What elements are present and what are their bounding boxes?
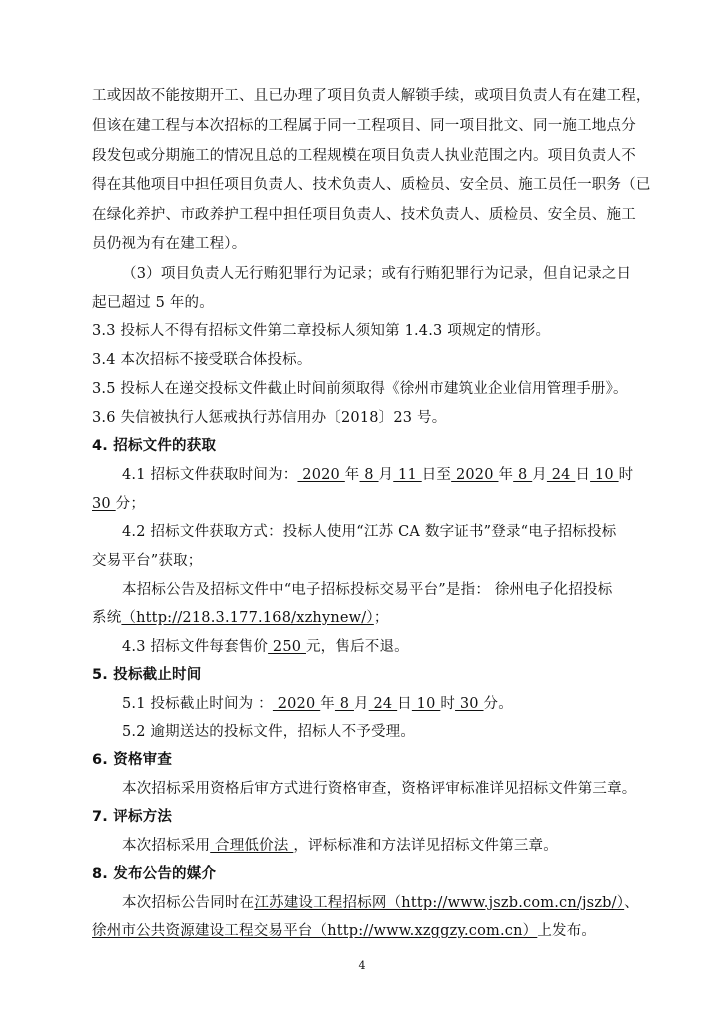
start-year: 2020	[297, 467, 345, 483]
platform-note-line-1: 本招标公告及招标文件中“电子招标投标交易平台”是指： 徐州电子化招投标	[122, 582, 613, 598]
year-text: 年	[320, 696, 335, 712]
platform-suffix: ；	[373, 610, 389, 626]
media-link-jszb[interactable]: 江苏建设工程招标网（http://www.jszb.com.cn/jszb/）	[254, 895, 625, 911]
year-text: 年	[498, 467, 514, 483]
item-4-3	[122, 637, 409, 657]
section-8-suffix: 上发布。	[537, 923, 597, 939]
evaluation-method: 合理低价法	[210, 838, 294, 854]
item-4-2-line-1: 4.2 招标文件获取方式：投标人使用“江苏 CA 数字证书”登录“电子招标投标	[122, 524, 617, 540]
item-4-2-line-2: 交易平台”获取；	[92, 553, 203, 569]
media-link-xzggzy[interactable]: 徐州市公共资源建设工程交易平台（http://www.xzggzy.com.cn）	[92, 923, 538, 939]
end-year: 2020	[451, 467, 499, 483]
platform-link[interactable]: （http://218.3.177.168/xzhynew/）	[121, 610, 374, 626]
paragraph-line: 得在其他项目中担任项目负责人、技术负责人、质检员、安全员、施工员任一职务（已	[92, 177, 651, 193]
end-day: 24	[546, 467, 576, 483]
hour-text: 时	[618, 467, 634, 483]
deadline-minute: 30	[455, 696, 484, 712]
hour-text: 时	[440, 696, 456, 712]
section-7-body	[122, 836, 558, 856]
deadline-day: 24	[368, 696, 398, 712]
end-hour: 10	[590, 467, 619, 483]
section-8-line-1	[122, 893, 639, 913]
year-text: 年	[344, 467, 360, 483]
item-3-line-2: 起已超过 5 年的。	[92, 295, 214, 311]
section-7-heading: 7. 评标方法	[92, 809, 173, 825]
month-text: 月	[353, 696, 369, 712]
minute-text: 分；	[115, 496, 146, 512]
start-month: 8	[359, 467, 379, 483]
section-8-prefix: 本次招标公告同时在	[122, 895, 255, 911]
section-8-line-2	[92, 921, 596, 941]
item-4-1-continuation	[92, 494, 145, 514]
item-3-5: 3.5 投标人在递交投标文件截止时间前须取得《徐州市建筑业企业信用管理手册》。	[92, 381, 628, 397]
day-text: 日	[575, 467, 591, 483]
month-text: 月	[378, 467, 394, 483]
paragraph-line: 在绿化养护、市政养护工程中担任项目负责人、技术负责人、质检员、安全员、施工	[92, 207, 636, 223]
item-3-4: 3.4 本次招标不接受联合体投标。	[92, 352, 312, 368]
paragraph-line: 但该在建工程与本次招标的工程属于同一工程项目、同一项目批文、同一施工地点分	[92, 118, 636, 134]
deadline-month: 8	[334, 696, 354, 712]
section-7-prefix: 本次招标采用	[122, 838, 211, 854]
item-5-2: 5.2 逾期送达的投标文件，招标人不予受理。	[122, 724, 416, 740]
end-month: 8	[513, 467, 533, 483]
page-number: 4	[358, 959, 366, 972]
paragraph-line: 工或因故不能按期开工、且已办理了项目负责人解锁手续，或项目负责人有在建工程，	[92, 88, 651, 104]
section-6-body: 本次招标采用资格后审方式进行资格审查，资格评审标准详见招标文件第三章。	[122, 781, 637, 797]
platform-note-line-2	[92, 608, 389, 628]
item-4-1	[122, 465, 633, 485]
deadline-year: 2020	[272, 696, 321, 712]
platform-prefix: 系统	[92, 610, 122, 626]
item-3-3: 3.3 投标人不得有招标文件第二章投标人须知第 1.4.3 项规定的情形。	[92, 323, 551, 339]
item-4-3-suffix: 元，售后不退。	[305, 639, 409, 655]
item-3-6: 3.6 失信被执行人惩戒执行苏信用办〔2018〕23 号。	[92, 410, 447, 426]
paragraph-line: 段发包或分期施工的情况且总的工程规模在项目负责人执业范围之内。项目负责人不	[92, 148, 636, 164]
section-4-heading: 4. 招标文件的获取	[92, 438, 217, 454]
item-5-1-prefix: 5.1 投标截止时间为 ：	[122, 696, 273, 712]
minute-text: 分。	[483, 696, 513, 712]
start-day: 11	[393, 467, 422, 483]
section-8-heading: 8. 发布公告的媒介	[92, 866, 217, 882]
item-4-1-prefix: 4.1 招标文件获取时间为：	[122, 467, 298, 483]
month-text: 月	[532, 467, 547, 483]
section-6-heading: 6. 资格审查	[92, 752, 173, 768]
day-text: 日	[397, 696, 412, 712]
paragraph-line: 员仍视为有在建工程）。	[92, 236, 247, 252]
deadline-hour: 10	[411, 696, 441, 712]
item-3-line-1: （3）项目负责人无行贿犯罪行为记录；或有行贿犯罪行为记录，但自记录之日	[122, 266, 632, 282]
price: 250	[268, 639, 306, 655]
item-5-1	[122, 694, 513, 714]
section-8-separator: 、	[624, 895, 639, 911]
day-to-text: 日至	[421, 467, 452, 483]
end-minute: 30	[92, 496, 116, 512]
section-7-suffix: ，评标标准和方法详见招标文件第三章。	[293, 838, 558, 854]
section-5-heading: 5. 投标截止时间	[92, 667, 202, 683]
item-4-3-prefix: 4.3 招标文件每套售价	[122, 639, 269, 655]
